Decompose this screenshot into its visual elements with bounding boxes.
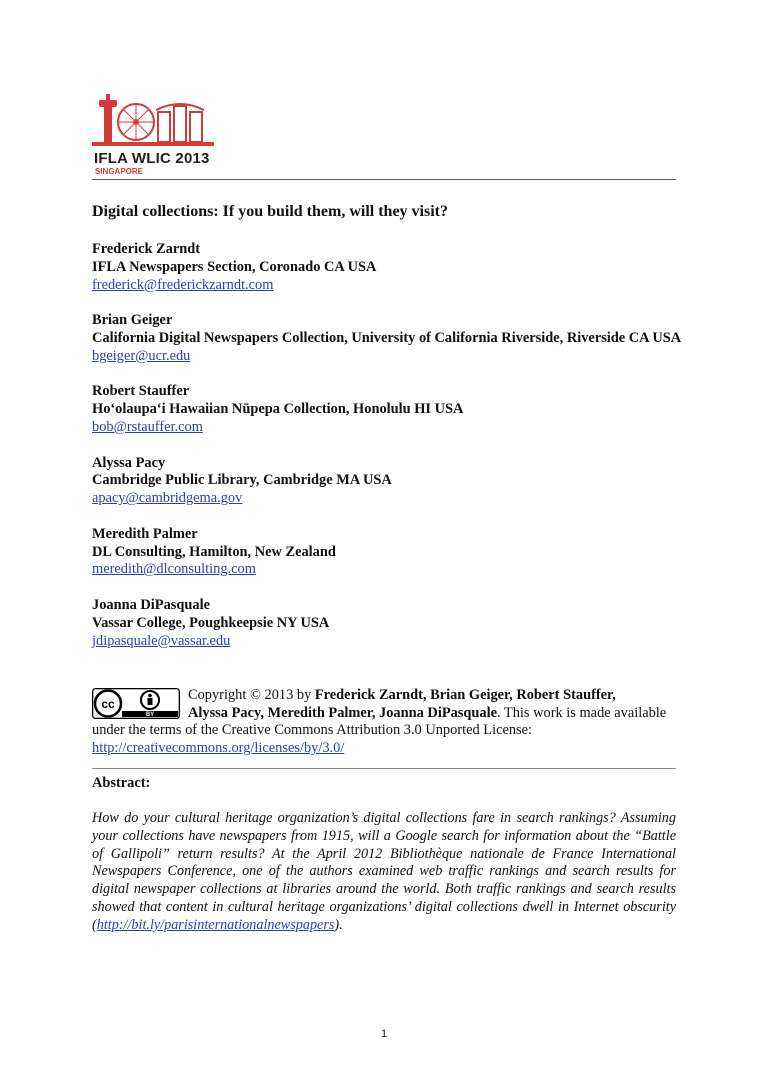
abstract-body: How do your cultural heritage organization’s digital collections fare in search rankings? Assuming your collections have newspapers from 1915, will a Google search for information about the “Battle of Gallipoli” return results? At the April 2012 Bibliothèque nationale de France International Newspapers Conference, one of the authors examined web traffic rankings and search results for digital newspaper collections at libraries around the world. Both traffic rankings and search results showed that content in cultural heritage organizations’ digital collections dwell in Internet obscurity (	[92, 810, 676, 933]
author-email-link[interactable]: bgeiger@ucr.edu	[92, 347, 191, 364]
author-block	[92, 383, 682, 436]
author-affiliation: DL Consulting, Hamilton, New Zealand	[92, 543, 336, 560]
abstract-heading: Abstract:	[92, 775, 151, 791]
author-name: Frederick Zarndt	[92, 241, 201, 257]
author-list	[92, 241, 682, 668]
author-block	[92, 241, 682, 294]
logo-title: IFLA WLIC 2013	[94, 150, 210, 167]
author-block	[92, 526, 682, 579]
header-rule	[92, 179, 676, 180]
author-affiliation: Cambridge Public Library, Cambridge MA USA	[92, 472, 392, 489]
author-email-link[interactable]: jdipasquale@vassar.edu	[92, 632, 231, 649]
logo-subtitle: SINGAPORE	[95, 167, 144, 176]
author-name: Meredith Palmer	[92, 525, 198, 542]
copyright-notice	[92, 687, 677, 757]
author-affiliation: IFLA Newspapers Section, Coronado CA USA	[92, 258, 377, 275]
author-name: Brian Geiger	[92, 312, 173, 329]
cc-badge-text: cc	[101, 697, 115, 711]
author-email-link[interactable]: meredith@dlconsulting.com	[92, 561, 256, 578]
author-email-link[interactable]: frederick@frederickzarndt.com	[92, 276, 274, 293]
page-number: 1	[380, 1028, 388, 1040]
author-email-link[interactable]: apacy@cambridgema.gov	[92, 490, 243, 507]
author-affiliation: California Digital Newspapers Collection, University of California Riverside, Riverside CA USA	[92, 329, 682, 346]
abstract-end: ).	[334, 916, 343, 933]
author-block	[92, 312, 682, 365]
copyright-holders-line1: Frederick Zarndt, Brian Geiger, Robert Stauffer,	[314, 687, 616, 703]
author-affiliation: Ho‘olaupa‘i Hawaiian Nūpepa Collection, Honolulu HI USA	[92, 401, 464, 418]
abstract-text	[92, 810, 676, 935]
copyright-holders-line2: Alyssa Pacy, Meredith Palmer, Joanna DiPasquale	[188, 704, 497, 721]
author-name: Joanna DiPasquale	[92, 596, 210, 613]
section-rule	[92, 768, 676, 769]
author-email-link[interactable]: bob@rstauffer.com	[92, 418, 203, 435]
author-block	[92, 597, 682, 650]
author-name: Alyssa Pacy	[92, 454, 166, 471]
paper-title: Digital collections: If you build them, will they visit?	[92, 203, 448, 220]
by-badge-text: BY	[145, 712, 155, 718]
abstract-link[interactable]: http://bit.ly/parisinternationalnewspapers	[96, 916, 335, 933]
author-block	[92, 455, 682, 508]
copyright-suffix: . This work is made available under the terms of the Creative Commons Attribution 3.0 Unported License:	[92, 704, 667, 739]
license-link[interactable]: http://creativecommons.org/licenses/by/3.0/	[92, 739, 345, 756]
author-name: Robert Stauffer	[92, 383, 190, 400]
author-affiliation: Vassar College, Poughkeepsie NY USA	[92, 614, 330, 631]
copyright-prefix: Copyright © 2013 by	[188, 687, 315, 703]
